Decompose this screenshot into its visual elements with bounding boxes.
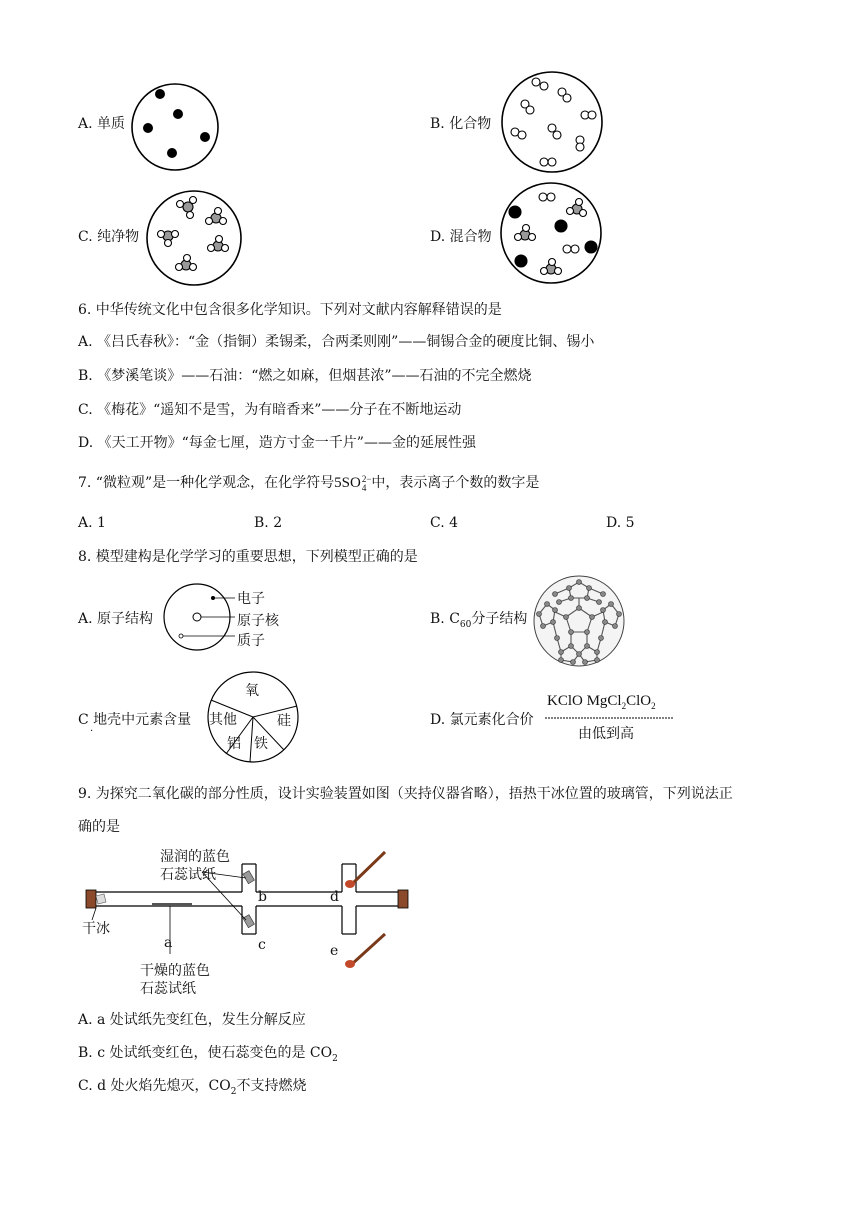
q5-diagram-mixture (499, 183, 603, 283)
label-dry-paper-line1: 干燥的蓝色 (140, 963, 210, 979)
q7-formula (334, 475, 371, 491)
q8-stem: 8. 模型建构是化学学习的重要思想，下列模型正确的是 (78, 549, 418, 565)
atom-label-electron: 电子 (237, 591, 265, 607)
q9-option-c-text-2: 不支持燃烧 (236, 1078, 307, 1094)
chlorine-caption: 由低到高 (578, 726, 634, 742)
q7-formula-charge: 2− (361, 473, 372, 484)
formula-clo-sub: 2 (651, 701, 656, 711)
q5-diagram-compound (500, 72, 605, 172)
q5-option-a: A. 单质 (78, 116, 126, 132)
q7-stem-before: 7. “微粒观”是一种化学观念，在化学符号 (78, 475, 335, 491)
q9-option-b-sub: 2 (332, 1053, 338, 1064)
q6-option-c: C. 《梅花》“遥知不是雪，为有暗香来”——分子在不断地运动 (78, 402, 462, 418)
q9-option-b (78, 1044, 338, 1068)
q8-option-b-suffix: 分子结构 (471, 611, 528, 627)
q7-option-a: A. 1 (78, 515, 106, 531)
label-wet-paper-line1: 湿润的蓝色 (160, 849, 230, 865)
q5-option-d: D. 混合物 (430, 229, 492, 245)
label-a: a (164, 935, 173, 951)
formula-mgcl-sub: 2 (621, 701, 627, 711)
label-b: b (258, 889, 267, 905)
formula-arrow-line (545, 716, 675, 720)
q7-formula-sub: 4 (361, 482, 367, 493)
atom-label-proton: 质子 (237, 633, 265, 649)
pie-label-oxygen: 氧 (245, 683, 259, 699)
c60-structure-diagram (531, 574, 627, 668)
q7-stem-after: 中，表示离子个数的数字是 (371, 475, 540, 491)
q7-option-c: C. 4 (430, 515, 459, 531)
q5-option-c: C. 纯净物 (78, 229, 140, 245)
pie-label-aluminum: 铝 (227, 736, 241, 752)
formula-clo: ClO (626, 693, 652, 709)
pie-label-iron: 铁 (254, 736, 268, 752)
q9-option-c-sub: 2 (230, 1086, 237, 1097)
q9-option-c (78, 1077, 306, 1101)
q5-diagram-element (130, 82, 220, 172)
pie-label-silicon: 硅 (277, 713, 291, 729)
q7-option-d: D. 5 (606, 515, 635, 531)
q7-option-b: B. 2 (254, 515, 283, 531)
bullet-dot: · (90, 726, 94, 737)
q8-option-b (430, 610, 527, 634)
label-dry-paper-line2: 石蕊试纸 (140, 981, 196, 997)
q8-option-b-prefix: B. C (430, 611, 460, 627)
q9-option-c-text-1: C. d 处火焰先熄灭，CO (78, 1078, 231, 1094)
q7-formula-main: 5SO (334, 475, 361, 491)
co2-apparatus-diagram (82, 850, 412, 990)
q9-stem-line1: 9. 为探究二氧化碳的部分性质，设计实验装置如图（夹持仪器省略），捂热干冰位置的玻璃管，下列说法正 (78, 786, 733, 802)
pie-label-other: 其他 (209, 712, 237, 728)
label-c: c (258, 937, 266, 953)
q6-stem: 6. 中华传统文化中包含很多化学知识。下列对文献内容解释错误的是 (78, 302, 502, 318)
q6-option-d: D. 《天工开物》“每金七厘，造方寸金一千片”——金的延展性强 (78, 435, 476, 451)
q8-option-c: C 地壳中元素含量 (78, 712, 192, 728)
q9-stem-line2: 确的是 (78, 819, 120, 835)
label-dry-ice: 干冰 (82, 921, 110, 937)
q9-option-a: A. a 处试纸先变红色，发生分解反应 (78, 1012, 306, 1028)
label-d: d (330, 889, 339, 905)
q6-option-a: A. 《吕氏春秋》：“金（指铜）柔锡柔，合两柔则刚”——铜锡合金的硬度比铜、锡小 (78, 334, 595, 350)
q5-diagram-pure (146, 190, 242, 286)
label-wet-paper-line2: 石蕊试纸 (160, 867, 216, 883)
q6-option-b: B. 《梦溪笔谈》——石油：“燃之如麻，但烟甚浓”——石油的不完全燃烧 (78, 368, 532, 384)
atom-label-nucleus: 原子核 (237, 613, 279, 629)
q8-option-b-sub: 60 (459, 619, 472, 630)
q8-option-a: A. 原子结构 (78, 611, 154, 627)
q5-option-b: B. 化合物 (430, 116, 492, 132)
q9-option-b-text: B. c 处试纸变红色，使石蕊变色的是 CO (78, 1045, 333, 1061)
formula-kclo-mgcl: KClO MgCl (547, 693, 622, 709)
chlorine-formula-row (547, 693, 656, 711)
label-e: e (330, 943, 339, 959)
q7-stem (78, 474, 539, 493)
q8-option-d: D. 氯元素化合价 (430, 712, 534, 728)
